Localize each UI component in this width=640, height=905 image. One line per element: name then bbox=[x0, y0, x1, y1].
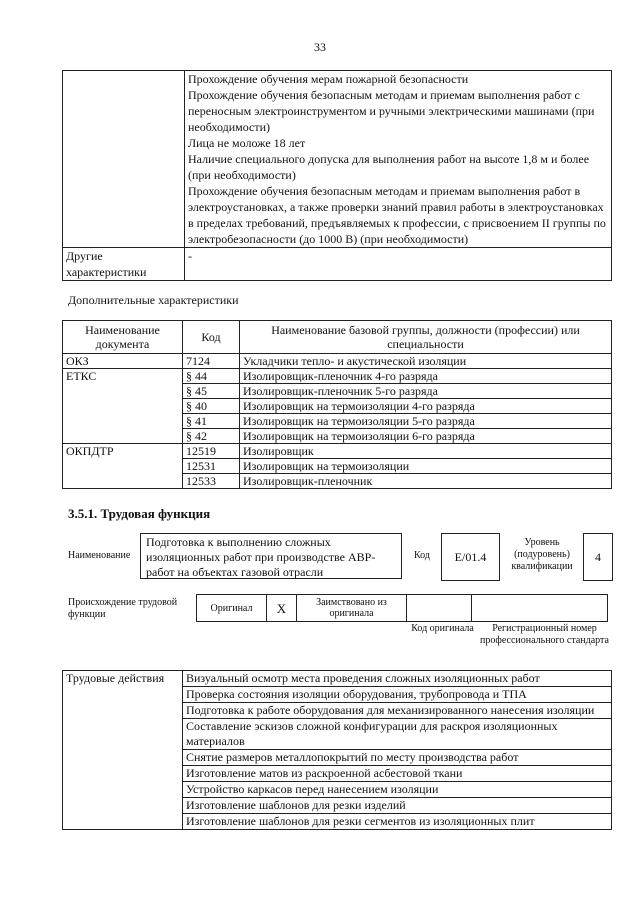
table-row bbox=[63, 369, 612, 384]
origin-row bbox=[196, 594, 608, 622]
table-row bbox=[63, 671, 612, 687]
original-mark: X bbox=[267, 595, 297, 621]
origin-label: Происхождение трудовой функции bbox=[68, 597, 178, 620]
reg-number-label: Регистрационный номер профессионального стандарта bbox=[480, 623, 609, 646]
requirement-line: Прохождение обучения безопасным методам и приемам выполнения работ в электроустановках, а также проверки знаний правил работы в электроустановках в пределах требований, предъявляемых к профессии, с присвоением II группы по электробезопасности (до 1000 В) (при необходимости) bbox=[188, 184, 606, 246]
code-cell: 12531 bbox=[183, 459, 240, 474]
original-label: Оригинал bbox=[197, 595, 267, 621]
requirement-line: Прохождение обучения мерам пожарной безопасности bbox=[188, 72, 469, 86]
requirement-line: Прохождение обучения безопасным методам и приемам выполнения работ с переносным электроинструментом и ручными электрическими машинами (при необходимости) bbox=[188, 88, 595, 134]
code-cell: 12519 bbox=[183, 444, 240, 459]
name-cell: Изолировщик-пленочник bbox=[240, 474, 612, 489]
requirements-label-cell bbox=[63, 71, 185, 248]
header-code: Код bbox=[183, 321, 240, 354]
labor-action: Снятие размеров металлопокрытий по месту производства работ bbox=[183, 750, 612, 766]
requirement-line: Лица не моложе 18 лет bbox=[188, 136, 306, 150]
labor-actions-label: Трудовые действия bbox=[63, 671, 183, 830]
code-original-box bbox=[407, 595, 472, 621]
labor-actions-table bbox=[62, 670, 612, 830]
name-cell: Изолировщик-пленочник 5-го разряда bbox=[240, 384, 612, 399]
code-cell: § 45 bbox=[183, 384, 240, 399]
labor-action: Составление эскизов сложной конфигурации для раскроя изоляционных материалов bbox=[183, 719, 612, 750]
function-name-box: Подготовка к выполнению сложных изоляционных работ при производстве АВР-работ на объектах газовой отрасли bbox=[140, 533, 402, 579]
reg-number-box bbox=[472, 595, 607, 621]
requirements-table bbox=[62, 70, 612, 281]
other-characteristics-value: - bbox=[185, 248, 612, 281]
header-doc: Наименование документа bbox=[63, 321, 183, 354]
other-characteristics-label: Другие характеристики bbox=[63, 248, 185, 281]
code-cell: § 44 bbox=[183, 369, 240, 384]
labor-action: Подготовка к работе оборудования для механизированного нанесения изоляции bbox=[183, 703, 612, 719]
name-cell: Изолировщик на термоизоляции 4-го разряда bbox=[240, 399, 612, 414]
requirement-line: Наличие специального допуска для выполнения работ на высоте 1,8 м и более (при необходимости) bbox=[188, 152, 590, 182]
page-number: 33 bbox=[314, 40, 326, 54]
code-cell: 12533 bbox=[183, 474, 240, 489]
code-label: Код bbox=[414, 550, 430, 561]
name-cell: Изолировщик-пленочник 4-го разряда bbox=[240, 369, 612, 384]
code-cell: § 40 bbox=[183, 399, 240, 414]
labor-function-title: 3.5.1. Трудовая функция bbox=[68, 506, 211, 521]
doc-cell: ОКЗ bbox=[63, 354, 183, 369]
name-cell: Изолировщик на термоизоляции 6-го разряда bbox=[240, 429, 612, 444]
name-cell: Укладчики тепло- и акустической изоляции bbox=[240, 354, 612, 369]
code-original-label: Код оригинала bbox=[411, 623, 474, 634]
labor-action: Визуальный осмотр места проведения сложных изоляционных работ bbox=[183, 671, 612, 687]
labor-action: Изготовление шаблонов для резки сегментов из изоляционных плит bbox=[183, 814, 612, 830]
code-cell: 7124 bbox=[183, 354, 240, 369]
name-cell: Изолировщик на термоизоляции 5-го разряда bbox=[240, 414, 612, 429]
labor-action: Изготовление шаблонов для резки изделий bbox=[183, 798, 612, 814]
doc-cell: ОКПДТР bbox=[63, 444, 183, 489]
borrowed-label: Заимствовано из оригинала bbox=[297, 595, 407, 621]
labor-action: Изготовление матов из раскроенной асбестовой ткани bbox=[183, 766, 612, 782]
name-label: Наименование bbox=[68, 550, 131, 561]
function-level-box: 4 bbox=[583, 533, 613, 581]
doc-cell: ЕТКС bbox=[63, 369, 183, 444]
function-code-box: E/01.4 bbox=[441, 533, 500, 581]
labor-action: Устройство каркасов перед нанесением изоляции bbox=[183, 782, 612, 798]
table-row bbox=[63, 444, 612, 459]
level-label: Уровень (подуровень) квалификации bbox=[511, 537, 573, 572]
labor-action: Проверка состояния изоляции оборудования, трубопровода и ТПА bbox=[183, 687, 612, 703]
requirements-cell bbox=[185, 71, 612, 248]
code-cell: § 42 bbox=[183, 429, 240, 444]
table-row bbox=[63, 354, 612, 369]
additional-characteristics-table bbox=[62, 320, 612, 489]
name-cell: Изолировщик bbox=[240, 444, 612, 459]
name-cell: Изолировщик на термоизоляции bbox=[240, 459, 612, 474]
additional-characteristics-caption: Дополнительные характеристики bbox=[68, 293, 239, 307]
code-cell: § 41 bbox=[183, 414, 240, 429]
header-name: Наименование базовой группы, должности (профессии) или специальности bbox=[240, 321, 612, 354]
